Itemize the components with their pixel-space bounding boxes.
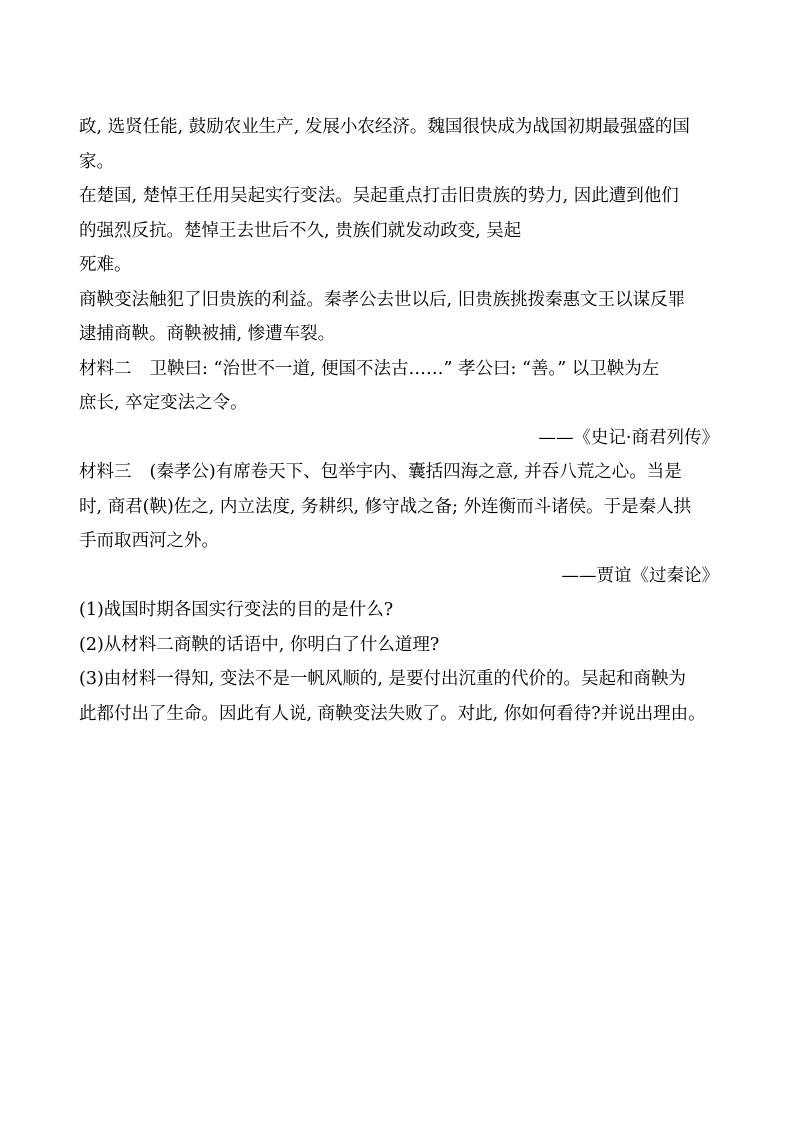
material3-line <box>79 455 719 490</box>
question: (1)战国时期各国实行变法的目的是什么? <box>79 600 394 620</box>
material3-line: 手而取西河之外。 <box>79 531 219 551</box>
body-line: 死难。 <box>79 255 132 275</box>
material3-label: 材料三 <box>79 462 132 482</box>
body-line: 在楚国, 楚悼王任用吴起实行变法。吴起重点打击旧贵族的势力, 因此遭到他们 <box>79 186 679 206</box>
document-body <box>79 110 719 731</box>
body-line: 政, 选贤任能, 鼓励农业生产, 发展小农经济。魏国很快成为战国初期最强盛的国 <box>79 117 690 137</box>
question: (3)由材料一得知, 变法不是一帆风顺的, 是要付出沉重的代价的。吴起和商鞅为 <box>79 669 687 689</box>
material2-label: 材料二 <box>79 358 132 379</box>
material3-line: 时, 商君(鞅)佐之, 内立法度, 务耕织, 修守战之备; 外连衡而斗诸侯。于是秦人拱 <box>79 496 692 517</box>
material2-line <box>79 352 719 387</box>
body-line: 商鞅变法触犯了旧贵族的利益。秦孝公去世以后, 旧贵族挑拨秦惠文王以谋反罪 <box>79 289 686 310</box>
question: 此都付出了生命。因此有人说, 商鞅变法失败了。对此, 你如何看待?并说出理由。 <box>79 703 706 724</box>
material2-source: ——《史记·商君列传》 <box>538 427 719 448</box>
material2-line: 庶长, 卒定变法之令。 <box>79 393 248 413</box>
question: (2)从材料二商鞅的话语中, 你明白了什么道理? <box>79 634 440 655</box>
material2-text: 卫鞅曰: “治世不一道, 便国不法古……” 孝公曰: “善。” 以卫鞅为左 <box>149 358 660 379</box>
body-line: 逮捕商鞅。商鞅被捕, 惨遭车裂。 <box>79 324 336 344</box>
body-line: 家。 <box>79 151 114 172</box>
material3-source: ——贾谊《过秦论》 <box>561 565 719 586</box>
body-line: 的强烈反抗。楚悼王去世后不久, 贵族们就发动政变, 吴起 <box>79 220 522 241</box>
material3-text: (秦孝公)有席卷天下、包举宇内、囊括四海之意, 并吞八荒之心。当是 <box>149 462 682 482</box>
